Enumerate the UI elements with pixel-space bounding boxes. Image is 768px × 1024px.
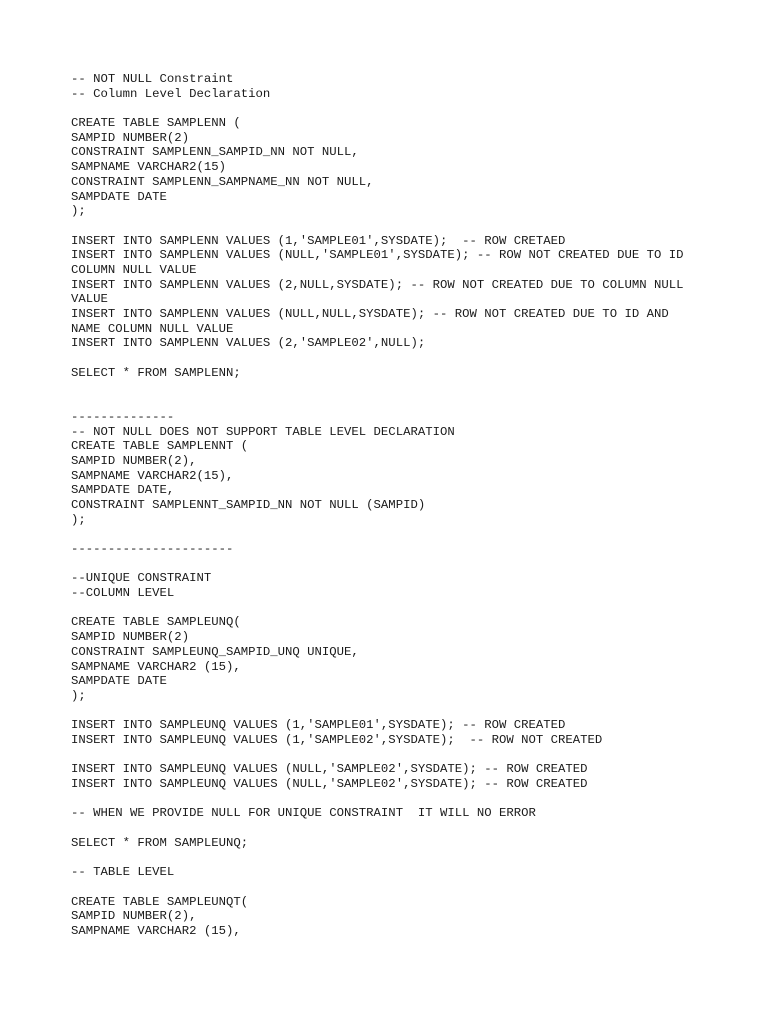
sql-code-block [71,72,711,939]
code-line [71,351,711,366]
code-line: VALUE [71,292,108,307]
code-line: CREATE TABLE SAMPLEUNQ( [71,615,241,630]
code-line: -------------- [71,409,175,424]
code-line [71,748,711,763]
code-line: SAMPID NUMBER(2), [71,453,197,468]
code-line [71,527,711,542]
code-line: INSERT INTO SAMPLEUNQ VALUES (1,'SAMPLE01',SYSDATE); -- ROW CREATED [71,718,566,733]
code-line: -- NOT NULL DOES NOT SUPPORT TABLE LEVEL DECLARATION [71,424,455,439]
code-line: INSERT INTO SAMPLENN VALUES (1,'SAMPLE01',SYSDATE); -- ROW CRETAED [71,233,566,248]
code-line: INSERT INTO SAMPLENN VALUES (2,NULL,SYSDATE); -- ROW NOT CREATED DUE TO COLUMN NULL [71,277,684,292]
code-line: SAMPDATE DATE [71,189,167,204]
code-line: --COLUMN LEVEL [71,586,175,601]
code-line: -- NOT NULL Constraint [71,72,234,86]
code-line: -- Column Level Declaration [71,86,271,101]
code-line [71,880,711,895]
code-line: INSERT INTO SAMPLEUNQ VALUES (NULL,'SAMPLE02',SYSDATE); -- ROW CREATED [71,777,588,791]
code-line [71,601,711,616]
code-line [71,557,711,572]
code-line [71,792,711,807]
code-line [71,395,711,410]
code-line: SAMPNAME VARCHAR2 (15), [71,923,241,938]
code-line: SAMPID NUMBER(2) [71,630,190,645]
code-line: SELECT * FROM SAMPLEUNQ; [71,835,249,850]
code-line: INSERT INTO SAMPLEUNQ VALUES (1,'SAMPLE02',SYSDATE); -- ROW NOT CREATED [71,732,603,747]
code-line [71,850,711,865]
code-line: CONSTRAINT SAMPLENN_SAMPNAME_NN NOT NULL, [71,174,374,189]
code-line: SAMPID NUMBER(2) [71,130,190,145]
code-line: CREATE TABLE SAMPLENN ( [71,116,241,131]
code-line: SELECT * FROM SAMPLENN; [71,365,241,380]
code-line: ); [71,512,86,527]
code-line: SAMPID NUMBER(2), [71,909,197,924]
code-line [71,219,711,234]
code-line: ); [71,204,86,219]
code-line [71,704,711,719]
code-line: CONSTRAINT SAMPLENN_SAMPID_NN NOT NULL, [71,145,359,160]
code-line: --UNIQUE CONSTRAINT [71,571,212,586]
code-line: CONSTRAINT SAMPLEUNQ_SAMPID_UNQ UNIQUE, [71,644,359,659]
code-line [71,101,711,116]
code-line: SAMPDATE DATE, [71,483,175,498]
code-line: INSERT INTO SAMPLEUNQ VALUES (NULL,'SAMPLE02',SYSDATE); -- ROW CREATED [71,762,588,777]
code-line: -- WHEN WE PROVIDE NULL FOR UNIQUE CONSTRAINT IT WILL NO ERROR [71,806,536,821]
code-line: CREATE TABLE SAMPLENNT ( [71,439,249,454]
code-line: CONSTRAINT SAMPLENNT_SAMPID_NN NOT NULL (SAMPID) [71,497,426,512]
code-line: SAMPDATE DATE [71,674,167,689]
code-line: ); [71,688,86,703]
code-line: SAMPNAME VARCHAR2(15), [71,468,234,483]
code-line [71,821,711,836]
code-line: SAMPNAME VARCHAR2(15) [71,160,226,175]
code-line: INSERT INTO SAMPLENN VALUES (NULL,'SAMPLE01',SYSDATE); -- ROW NOT CREATED DUE TO ID [71,248,684,263]
code-line: ---------------------- [71,542,234,556]
code-line: CREATE TABLE SAMPLEUNQT( [71,894,249,909]
code-line: INSERT INTO SAMPLENN VALUES (2,'SAMPLE02',NULL); [71,336,426,351]
code-line [71,380,711,395]
code-line: COLUMN NULL VALUE [71,262,197,277]
code-line: SAMPNAME VARCHAR2 (15), [71,659,241,674]
code-line: INSERT INTO SAMPLENN VALUES (NULL,NULL,SYSDATE); -- ROW NOT CREATED DUE TO ID AND [71,307,669,321]
code-line: NAME COLUMN NULL VALUE [71,321,234,336]
code-line: -- TABLE LEVEL [71,865,175,880]
